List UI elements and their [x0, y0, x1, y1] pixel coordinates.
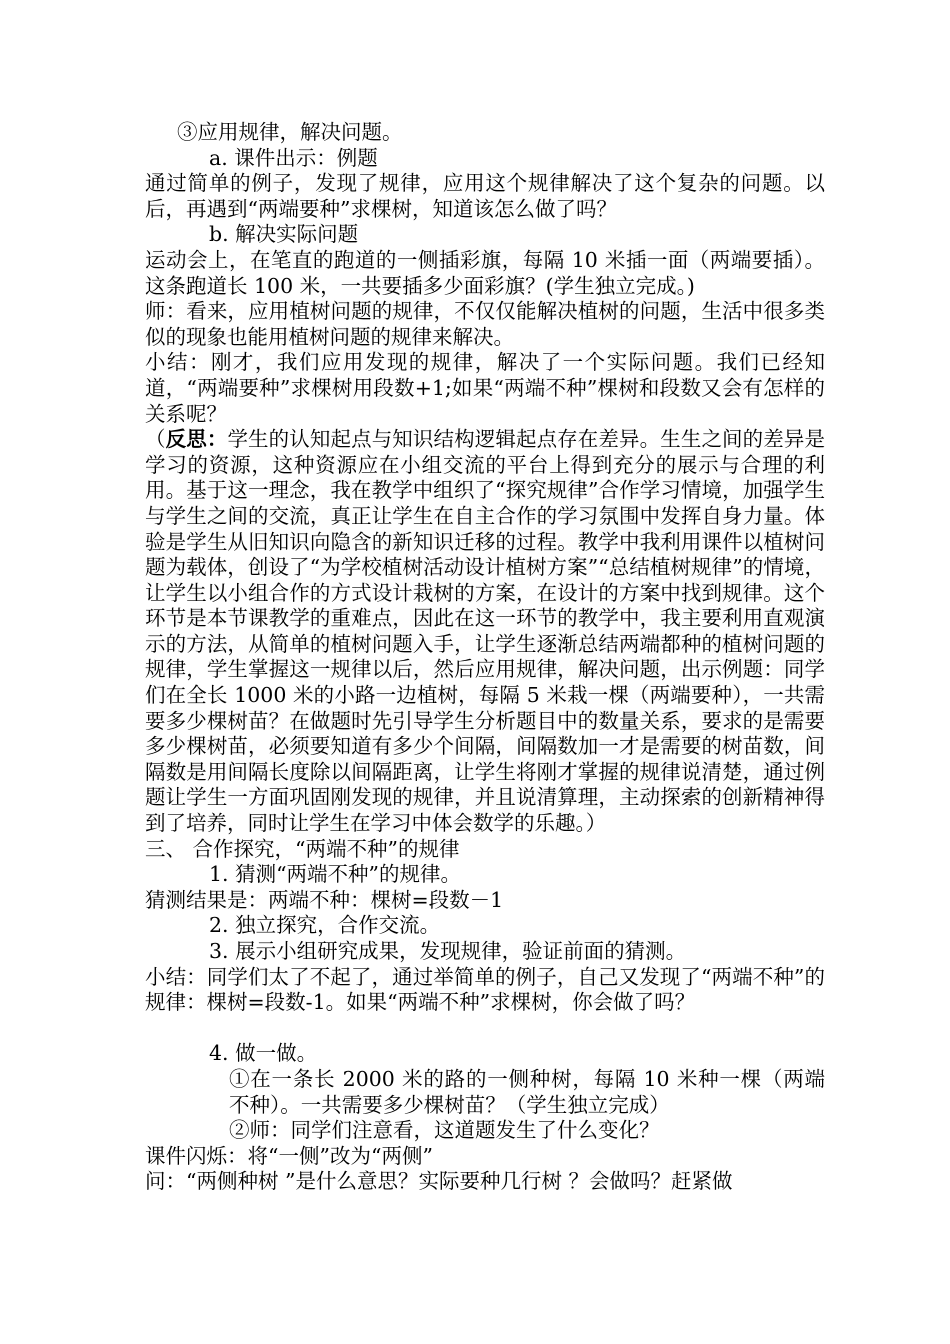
paragraph-summary-1: 小结：刚才，我们应用发现的规律，解决了一个实际问题。我们已经知道，“两端要种”求棵树用段数+1;如果“两端不种”棵树和段数又会有怎样的关系呢？: [145, 350, 825, 426]
step-1-guess: 1. 猜测“两端不种”的规律。: [209, 862, 462, 887]
paragraph-sports-meet-problem: 运动会上，在笔直的跑道的一侧插彩旗，每隔 10 米插一面（两端要插）。这条跑道长 100 米，一共要插多少面彩旗？(学生独立完成。): [145, 247, 825, 298]
paragraph-summary-example: 通过简单的例子，发现了规律，应用这个规律解决了这个复杂的问题。以后，再遇到“两端要种”求棵树，知道该怎么做了吗？: [145, 171, 825, 221]
paragraph-guess-result: 猜测结果是：两端不种：棵树=段数－1: [145, 887, 504, 912]
sub-item-b: b. 解决实际问题: [209, 222, 359, 247]
practice-item-1: ①在一条长 2000 米的路的一侧种树，每隔 10 米种一棵（两端不种）。一共需要多少棵树苗？（学生独立完成）: [229, 1066, 825, 1117]
document-body: [145, 120, 825, 1195]
blank-line: [145, 1016, 825, 1042]
section-heading-three: 三、 合作探究，“两端不种”的规律: [145, 836, 460, 861]
reflection-label: 反思：: [165, 427, 228, 452]
step-2-explore: 2. 独立探究，合作交流。: [209, 913, 441, 938]
sub-item-a: a. 课件出示：例题: [209, 145, 378, 170]
step-heading-apply-rule: ③应用规律，解决问题。: [177, 120, 403, 144]
step-3-present: 3. 展示小组研究成果，发现规律，验证前面的猜测。: [209, 939, 687, 963]
practice-item-2: ②师：同学们注意看，这道题发生了什么变化？: [229, 1118, 660, 1143]
paragraph-courseware-flash: 课件闪烁：将“一侧”改为“两侧”: [145, 1143, 433, 1168]
paragraph-reflection: [145, 427, 825, 837]
paragraph-question: 问：“两侧种树 ”是什么意思？实际要种几行树 ？会做吗？赶紧做: [145, 1169, 733, 1194]
reflection-open-paren: （: [145, 427, 166, 452]
reflection-text: 学生的认知起点与知识结构逻辑起点存在差异。生生之间的差异是学习的资源，这种资源应在小组交流的平台上得到充分的展示与合理的利用。基于这一理念，我在教学中组织了“探究规律”合作学习情境，加强学生与学生之间的交流，真正让学生在自主合作的学习氛围中发挥自身力量。体验是学生从旧知识向隐含的新知识迁移的过程。教学中我利用课件以植树问题为载体，创设了“为学校植树活动设计植树方案”“总结植树规律”的情境，让学生以小组合作的方式设计栽树的方案，在设计的方案中找到规律。这个环节是本节课教学的重难点，因此在这一环节的教学中，我主要利用直观演示的方法，从简单的植树问题入手，让学生逐渐总结两端都种的植树问题的规律，学生掌握这一规律以后，然后应用规律，解决问题，出示例题：同学们在全长 1000 米的小路一边植树，每隔 5 米栽一棵（两端要种），一共需要多少棵树苗？在做题时先引导学生分析题目中的数量关系，要求的是需要多少棵树苗，必须要知道有多少个间隔，间隔数加一才是需要的树苗数，间隔数是用间隔长度除以间隔距离，让学生将刚才掌握的规律说清楚，通过例题让学生一方面巩固刚发现的规律，并且说清算理，主动探索的创新精神得到了培养，同时让学生在学习中体会数学的乐趣。）: [145, 427, 825, 836]
paragraph-teacher-remark: 师：看来，应用植树问题的规律，不仅仅能解决植树的问题，生活中很多类似的现象也能用植树问题的规律来解决。: [145, 299, 825, 349]
step-4-practice: 4. 做一做。: [209, 1041, 318, 1066]
paragraph-summary-2: 小结：同学们太了不起了，通过举简单的例子，自己又发现了“两端不种”的规律：棵树=段数-1。如果“两端不种”求棵树，你会做了吗？: [145, 964, 825, 1015]
